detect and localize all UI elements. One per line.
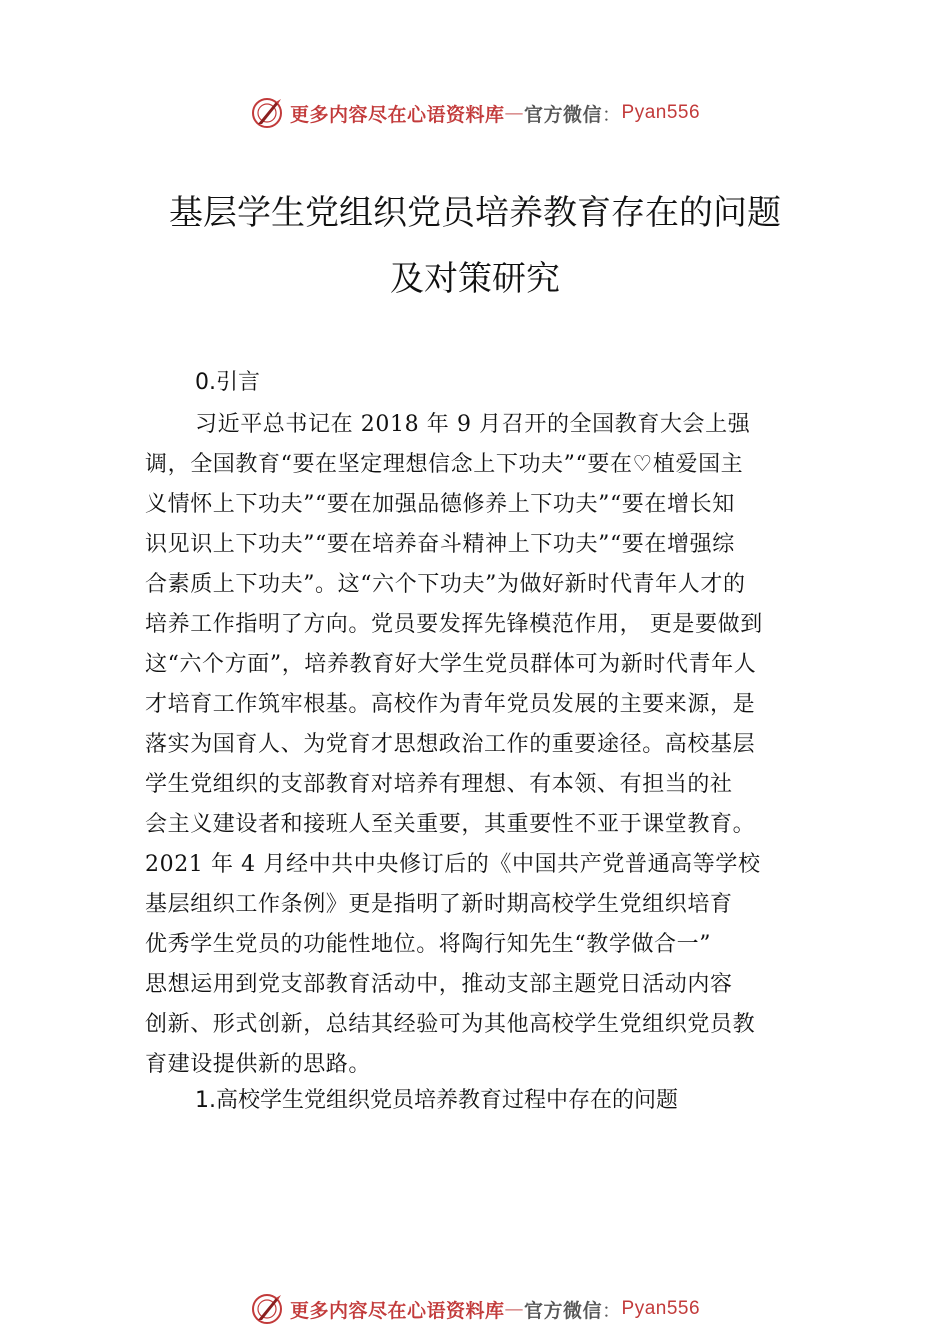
watermark-wechat-id: Pyan556 [621, 102, 701, 123]
paragraph-line: 习近平总书记在 2018 年 9 月召开的全国教育大会上强 [195, 412, 751, 437]
watermark-colon: ： [602, 103, 622, 126]
watermark-brand: 更多内容尽在心语资料库 [289, 103, 505, 126]
paragraph-line: 培养工作指明了方向。党员要发挥先锋模范作用， 更是要做到 [145, 612, 763, 637]
paragraph-line: 育建设提供新的思路。 [145, 1052, 372, 1077]
paragraph-line: 合素质上下功夫”。这“六个下功夫”为做好新时代青年人才的 [145, 572, 746, 597]
paragraph-line: 才培育工作筑牢根基。高校作为青年党员发展的主要来源，是 [145, 692, 756, 717]
watermark-colon: ： [602, 1299, 622, 1322]
watermark-separator: — [504, 1298, 524, 1320]
watermark-separator: — [504, 102, 524, 124]
paragraph-line: 2021 年 4 月经中共中央修订后的《中国共产党普通高等学校 [145, 852, 761, 877]
quill-seal-icon [250, 1292, 284, 1326]
paragraph-line: 学生党组织的支部教育对培养有理想、有本领、有担当的社 [145, 772, 733, 797]
paragraph-line: 基层组织工作条例》更是指明了新时期高校学生党组织培育 [145, 892, 733, 917]
section-heading-intro: 0.引言 [195, 370, 260, 395]
paragraph-line: 调，全国教育“要在坚定理想信念上下功夫”“要在♡植爱国主 [145, 452, 744, 477]
footer-watermark [0, 1292, 950, 1326]
paragraph-line: 这“六个方面”，培养教育好大学生党员群体可为新时代青年人 [145, 652, 757, 677]
paragraph-line: 会主义建设者和接班人至关重要，其重要性不亚于课堂教育。 [145, 812, 756, 837]
paragraph-line: 落实为国育人、为党育才思想政治工作的重要途径。高校基层 [145, 732, 756, 757]
watermark-label: 官方微信 [523, 1299, 602, 1322]
document-title-line-1: 基层学生党组织党员培养教育存在的问题 [169, 193, 781, 233]
section-heading-problems: 1.高校学生党组织党员培养教育过程中存在的问题 [195, 1088, 678, 1113]
header-watermark [0, 96, 950, 130]
document-title-line-2: 及对策研究 [390, 259, 560, 299]
paragraph-line: 识见识上下功夫”“要在培养奋斗精神上下功夫”“要在增强综 [145, 532, 735, 557]
watermark-brand: 更多内容尽在心语资料库 [289, 1299, 505, 1322]
watermark-wechat-id: Pyan556 [621, 1298, 701, 1319]
watermark-label: 官方微信 [523, 103, 602, 126]
paragraph-line: 思想运用到党支部教育活动中，推动支部主题党日活动内容 [145, 972, 733, 997]
paragraph-line: 义情怀上下功夫”“要在加强品德修养上下功夫”“要在增长知 [145, 492, 735, 517]
paragraph-line: 优秀学生党员的功能性地位。将陶行知先生“教学做合一” [145, 932, 712, 957]
quill-seal-icon [250, 96, 284, 130]
paragraph-line: 创新、形式创新，总结其经验可为其他高校学生党组织党员教 [145, 1012, 756, 1037]
